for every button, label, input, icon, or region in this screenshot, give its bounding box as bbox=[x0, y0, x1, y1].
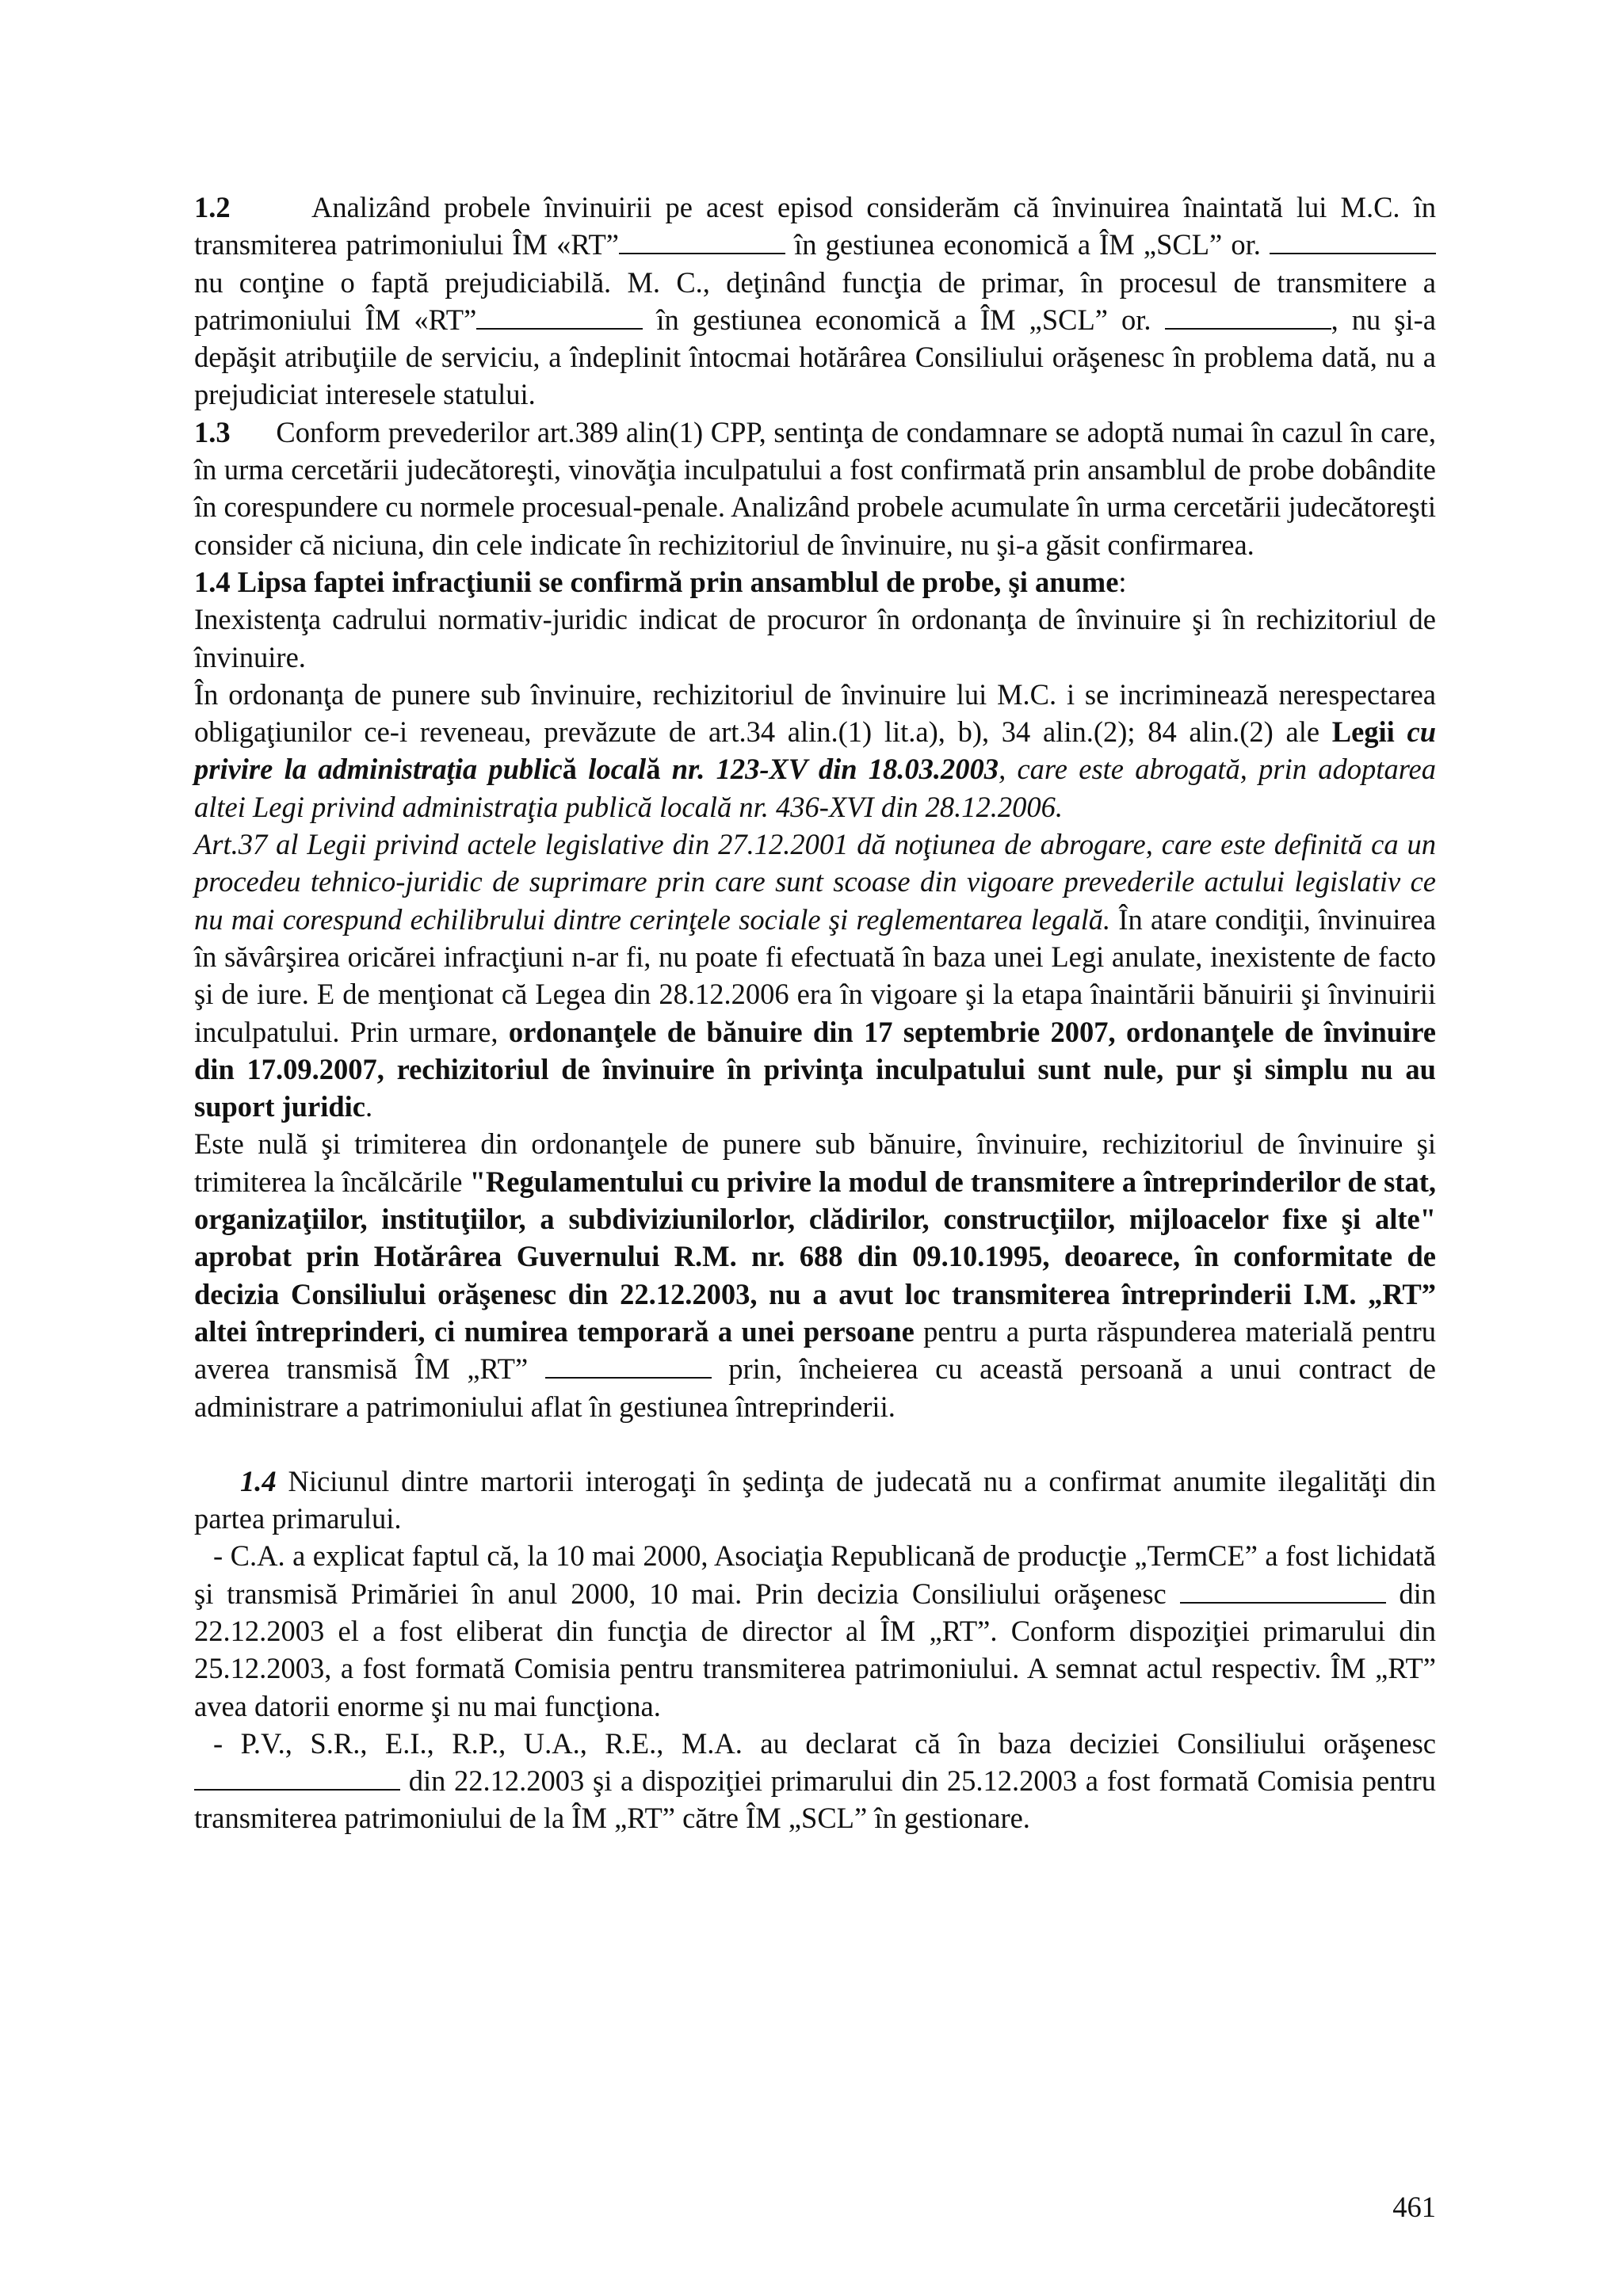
paragraph-spacer bbox=[194, 1425, 1436, 1463]
paragraph-witnesses-group: - P.V., S.R., E.I., R.P., U.A., R.E., M.A. au declarat că în baza deciziei Consiliului orăşenesc din 22.12.2003 şi a dispoziţiei primarului din 25.12.2003 a fost formată Comisia pentru transmiterea patrimoniului de la ÎM „RT” către ÎM „SCL” în gestionare. bbox=[194, 1726, 1436, 1835]
paragraph-martori: 1.4 Niciunul dintre martorii interogaţi în şedinţa de judecată nu a confirmat anumite ilegalităţi din partea primarului. bbox=[194, 1464, 1436, 1535]
page-number: 461 bbox=[1392, 2191, 1436, 2223]
redacted-blank bbox=[1165, 302, 1331, 330]
redacted-blank bbox=[194, 1763, 400, 1791]
document-body bbox=[194, 189, 1436, 1837]
paragraph-art37: Art.37 al Legii privind actele legislative din 27.12.2001 dă noţiunea de abrogare, care este definită ca un procedeu tehnico-juridic de suprimare prin care sunt scoase din vigoare prevederile actului legislativ ce nu mai corespund echilibrului dintre cerinţele sociale şi reglementarea legală. În atare condiţii, învinuirea în săvârşirea oricărei infracţiuni n-ar fi, nu poate fi efectuată în baza unei Legi anulate, inexistente de facto şi de iure. E de menţionat că Legea din 28.12.2006 era în vigoare şi la etapa înaintării bănuirii şi învinuirii inculpatului. Prin urmare, ordonanţele de bănuire din 17 septembrie 2007, ordonanţele de învinuire din 17.09.2007, rechizitoriul de învinuire în privinţa inculpatului sunt nule, pur şi simplu nu au suport juridic. bbox=[194, 828, 1437, 1123]
redacted-blank bbox=[476, 302, 643, 330]
section-number: 1.3 bbox=[194, 415, 231, 448]
paragraph-ordonanta: În ordonanţa de punere sub învinuire, rechizitoriul de învinuire lui M.C. i se incriminează nerespectarea obligaţiunilor ce-i reveneau, prevăzute de art.34 alin.(1) lit.a), b), 34 alin.(2); 84 alin.(2) ale Legii cu privire la administraţia publică locală nr. 123-XV din 18.03.2003, care este abrogată, prin adoptarea altei Legi privind administraţia publică locală nr. 436-XVI din 28.12.2006. bbox=[194, 677, 1436, 823]
redacted-blank bbox=[545, 1351, 712, 1379]
section-number: 1.2 bbox=[194, 191, 231, 223]
paragraph-1-3: 1.3 Conform prevederilor art.389 alin(1) CPP, sentinţa de condamnare se adoptă numai în cazul în care, în urma cercetării judecătoreşti, vinovăţia inculpatului a fost confirmată prin ansamblul de probe dobândite în corespundere cu normele procesual-penale. Analizând probele acumulate în urma cercetării judecătoreşti consider că niciuna, din cele indicate în rechizitoriul de învinuire, nu şi-a găsit confirmarea. bbox=[194, 415, 1436, 561]
paragraph-1-2: 1.2 Analizând probele învinuirii pe acest episod considerăm că învinuirea înaintată lui M.C. în transmiterea patrimoniului ÎM «RT” în gestiunea economică a ÎM „SCL” or. nu conţine o faptă prejudiciabilă. M. C., deţinând funcţia de primar, în procesul de transmitere a patrimoniului ÎM «RT” în gestiunea economică a ÎM „SCL” or. , nu şi-a depăşit atribuţiile de serviciu, a îndeplinit întocmai hotărârea Consiliului orăşenesc în problema dată, nu a prejudiciat interesele statului. bbox=[194, 191, 1436, 411]
paragraph-inexistenta: Inexistenţa cadrului normativ-juridic indicat de procuror în ordonanţa de învinuire şi în rechizitoriul de învinuire. bbox=[194, 603, 1436, 673]
section-number: 1.4 bbox=[240, 1464, 277, 1497]
redacted-blank bbox=[1270, 227, 1436, 254]
paragraph-1-4-heading: 1.4 Lipsa faptei infracţiunii se confirmă prin ansamblul de probe, şi anume: bbox=[194, 565, 1127, 598]
paragraph-witness-ca: - C.A. a explicat faptul că, la 10 mai 2000, Asociaţia Republicană de producţie „TermCE” a fost lichidată şi transmisă Primăriei în anul 2000, 10 mai. Prin decizia Consiliului orăşenesc din 22.12.2003 el a fost eliberat din funcţia de director al ÎM „RT”. Conform dispoziţiei primarului din 25.12.2003, a fost formată Comisia pentru transmiterea patrimoniului. A semnat actul respectiv. ÎM „RT” avea datorii enorme şi nu mai funcţiona. bbox=[194, 1539, 1436, 1722]
redacted-blank bbox=[1180, 1576, 1386, 1604]
paragraph-nulitate: Este nulă şi trimiterea din ordonanţele de punere sub bănuire, învinuire, rechizitoriul de învinuire şi trimiterea la încălcările "Regulamentului cu privire la modul de transmitere a întreprinderilor de stat, organizaţiilor, instituţiilor, a subdiviziunilorlor, clădirilor, construcţiilor, mijloacelor fixe şi alte" aprobat prin Hotărârea Guvernului R.M. nr. 688 din 09.10.1995, deoarece, în conformitate de decizia Consiliului orăşenesc din 22.12.2003, nu a avut loc transmiterea întreprinderii I.M. „RT” altei întreprinderi, ci numirea temporară a unei persoane pentru a purta răspunderea materială pentru averea transmisă ÎM „RT” prin, încheierea cu această persoană a unui contract de administrare a patrimoniului aflat în gestiunea întreprinderii. bbox=[194, 1127, 1436, 1423]
redacted-blank bbox=[619, 227, 785, 254]
